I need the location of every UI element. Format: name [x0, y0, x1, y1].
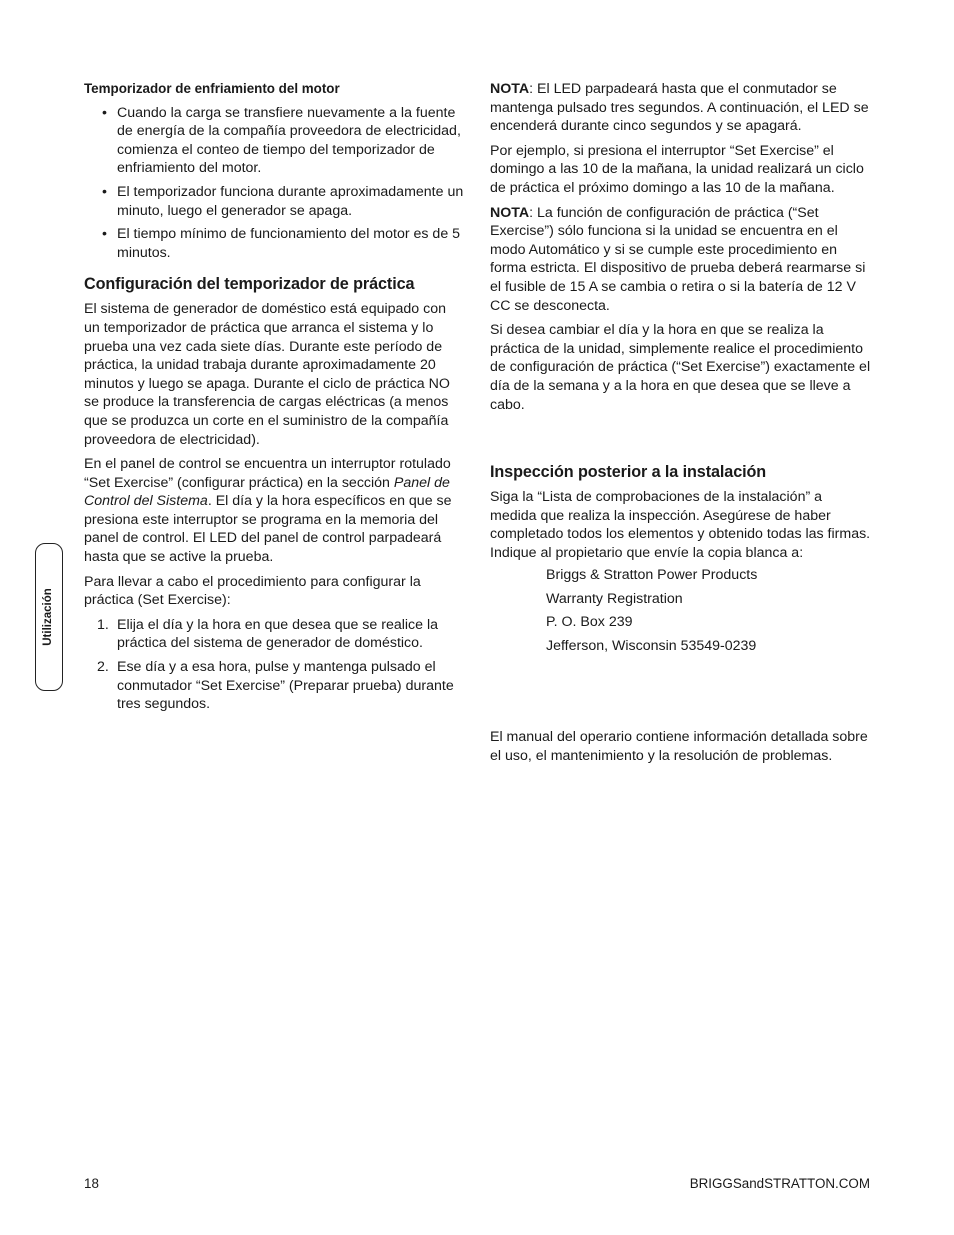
bullet-icon: • [102, 183, 107, 200]
list-item: • El tiempo mínimo de funcionamiento del motor es de 5 minutos. [102, 226, 461, 261]
paragraph-operator-manual: El manual del operario contiene información detallada sobre el uso, el mantenimiento y la resolución de problemas. [490, 729, 868, 764]
cooldown-bullet-list [84, 104, 464, 263]
paragraph-set-exercise-switch: En el panel de control se encuentra un interruptor rotulado “Set Exercise” (configurar práctica) en la sección Panel de Control del Sistema. El día y la hora específicos en que se presiona este interruptor se programa en la memoria del panel de control. El LED del panel de control parpadeará hasta que se active la prueba. [84, 456, 452, 566]
address-line: Briggs & Stratton Power Products [546, 567, 758, 584]
section-side-tab-label: Utilización [42, 588, 54, 646]
list-item: 2. Ese día y a esa hora, pulse y mantenga pulsado el conmutador “Set Exercise” (Preparar prueba) durante tres segundos. [97, 659, 454, 713]
note-led: NOTA: El LED parpadeará hasta que el conmutador se mantenga pulsado tres segundos. A continuación, el LED se encenderá durante cinco segundos y se apagará. [490, 81, 869, 135]
paragraph-inspection: Siga la “Lista de comprobaciones de la instalación” a medida que realiza la inspección. Asegúrese de haber completado todos los elementos y obtenido todas las firmas. Indique al propietario que envíe la copia blanca a: [490, 489, 871, 561]
paragraph-example: Por ejemplo, si presiona el interruptor “Set Exercise” el domingo a las 10 de la mañana, la unidad realizará un ciclo de práctica el próximo domingo a las 10 de la mañana. [490, 142, 864, 196]
address-line: P. O. Box 239 [546, 614, 633, 631]
list-item: • Cuando la carga se transfiere nuevamente a la fuente de energía de la compañía proveedora de electricidad, comienza el conteo de tiempo del temporizador de enfriamiento del motor. [102, 104, 461, 177]
page-number: 18 [84, 1176, 99, 1191]
address-line: Warranty Registration [546, 590, 683, 607]
paragraph-change-schedule: Si desea cambiar el día y la hora en que se realiza la práctica de la unidad, simplemente realice el procedimiento de configuración de práctica (“Set Exercise”) exactamente el día de la semana y a la hora en que desea que se lleve a cabo. [490, 322, 871, 413]
address-line: Jefferson, Wisconsin 53549-0239 [546, 637, 757, 654]
left-column [84, 80, 464, 719]
note-automatic-mode: NOTA: La función de configuración de práctica (“Set Exercise”) sólo funciona si la unidad se encuentra en el modo Automático y si se cumple este procedimiento en forma estricta. El dispositivo de prueba deberá rearmarse si el fusible de 15 A se cambia o retira o si la batería de 12 V CC se desconecta. [490, 204, 866, 314]
heading-exercise-timer: Configuración del temporizador de práctica [84, 275, 415, 294]
list-item: 1. Elija el día y la hora en que desea que se realice la práctica del sistema de generador de doméstico. [97, 616, 439, 652]
list-item: • El temporizador funciona durante aproximadamente un minuto, luego el generador se apaga. [102, 183, 464, 219]
mailing-address [490, 566, 872, 655]
paragraph-procedure-intro: Para llevar a cabo el procedimiento para configurar la práctica (Set Exercise): [84, 573, 421, 609]
bullet-icon: • [102, 104, 107, 121]
footer-website: BRIGGSandSTRATTON.COM [689, 1176, 870, 1191]
subheading-cooldown-timer: Temporizador de enfriamiento del motor [84, 81, 340, 96]
procedure-steps [84, 616, 464, 714]
right-column [490, 80, 872, 771]
bullet-icon: • [102, 226, 107, 243]
paragraph-exercise-intro: El sistema de generador de doméstico está equipado con un temporizador de práctica que arranca el sistema y lo prueba una vez cada siete días. Durante este período de práctica, la unidad trabaja durante aproximadamente 20 minutos y luego se apaga. Durante el ciclo de práctica NO se produce la transferencia de cargas eléctricas (a menos que se produzca un corte en el suministro de la compañía proveedora de electricidad). [84, 301, 450, 448]
heading-post-install-inspection: Inspección posterior a la instalación [490, 463, 767, 482]
